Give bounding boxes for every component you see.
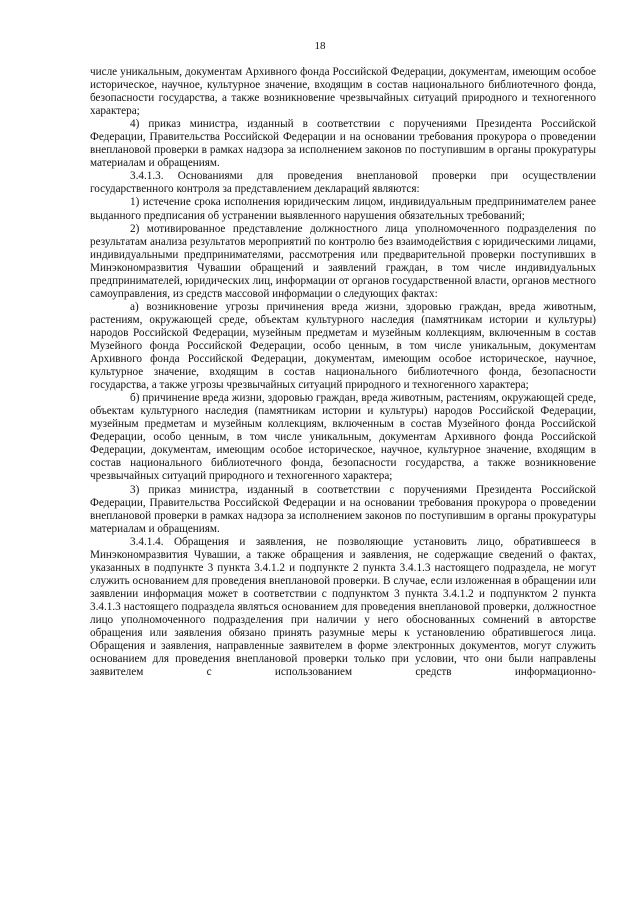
- paragraph-item-b-harm: б) причинение вреда жизни, здоровью граждан, вреда животным, растениям, окружающей среде, объектам культурного наследия (памятникам истории и культуры) народов Российской Федерации, музейным предметам и музейным коллекциям, включенным в состав Музейного фонда Российской Федерации, особо ценным, в том числе уникальным, документам Архивного фонда Российской Федерации, документам, имеющим особое историческое, научное, культурное значение, входящим в состав национального библиотечного фонда, безопасности государства, а также возникновение чрезвычайных ситуаций природного и техногенного характера;: [90, 392, 596, 483]
- document-body: [90, 66, 596, 679]
- paragraph-3-4-1-3: 3.4.1.3. Основаниями для проведения внеплановой проверки при осуществлении государственного контроля за представлением деклараций являются:: [90, 170, 596, 196]
- paragraph-item-a-threat: а) возникновение угрозы причинения вреда жизни, здоровью граждан, вреда животным, растениям, окружающей среде, объектам культурного наследия (памятникам истории и культуры) народов Российской Федерации, музейным предметам и музейным коллекциям, включенным в состав Музейного фонда Российской Федерации, особо ценным, в том числе уникальным, документам Архивного фонда Российской Федерации, документам, имеющим особое историческое, научное, культурное значение, входящим в состав национального библиотечного фонда, безопасности государства, а также угрозы чрезвычайных ситуаций природного и техногенного характера;: [90, 300, 596, 392]
- paragraph-continuation: числе уникальным, документам Архивного фонда Российской Федерации, документам, имеющим особое историческое, научное, культурное значение, входящим в состав национального библиотечного фонда, безопасности государства, а также возникновение чрезвычайных ситуаций природного и техногенного характера;: [90, 66, 596, 118]
- paragraph-item-1-deadline: 1) истечение срока исполнения юридическим лицом, индивидуальным предпринимателем ранее выданного предписания об устранении выявленного нарушения обязательных требований;: [90, 196, 596, 222]
- page-number: 18: [314, 40, 326, 52]
- paragraph-item-2-submission: 2) мотивированное представление должностного лица уполномоченного подразделения по результатам анализа результатов мероприятий по контролю без взаимодействия с юридическими лицами, индивидуальными предпринимателями, рассмотрения или предварительной проверки поступивших в Минэкономразвития Чувашии обращений и заявлений граждан, в том числе индивидуальных предпринимателей, юридических лиц, информации от органов государственной власти, органов местного самоуправления, из средств массовой информации о следующих фактах:: [90, 222, 596, 300]
- paragraph-item-4-order: 4) приказ министра, изданный в соответствии с поручениями Президента Российской Федерации, Правительства Российской Федерации и на основании требования прокурора о проведении внеплановой проверки в рамках надзора за исполнением законов по поступившим в органы прокуратуры материалам и обращениям.: [90, 118, 596, 170]
- paragraph-item-3-order: 3) приказ министра, изданный в соответствии с поручениями Президента Российской Федерации, Правительства Российской Федерации и на основании требования прокурора о проведении внеплановой проверки в рамках надзора за исполнением законов по поступившим в органы прокуратуры материалам и обращениям.: [90, 483, 596, 535]
- paragraph-3-4-1-4: 3.4.1.4. Обращения и заявления, не позволяющие установить лицо, обратившееся в Минэкономразвития Чувашии, а также обращения и заявления, не содержащие сведений о фактах, указанных в подпункте 3 пункта 3.4.1.2 и подпункте 2 пункта 3.4.1.3 настоящего подраздела, не могут служить основанием для проведения внеплановой проверки. В случае, если изложенная в обращении или заявлении информация может в соответствии с подпунктом 3 пункта 3.4.1.2 и подпунктом 2 пункта 3.4.1.3 настоящего подраздела являться основанием для проведения внеплановой проверки, должностное лицо уполномоченного подразделения при наличии у него обоснованных сомнений в авторстве обращения или заявления обязано принять разумные меры к установлению обратившегося лица. Обращения и заявления, направленные заявителем в форме электронных документов, могут служить основанием для проведения внеплановой проверки только при условии, что они были направлены заявителем с использованием средств информационно-: [90, 535, 596, 679]
